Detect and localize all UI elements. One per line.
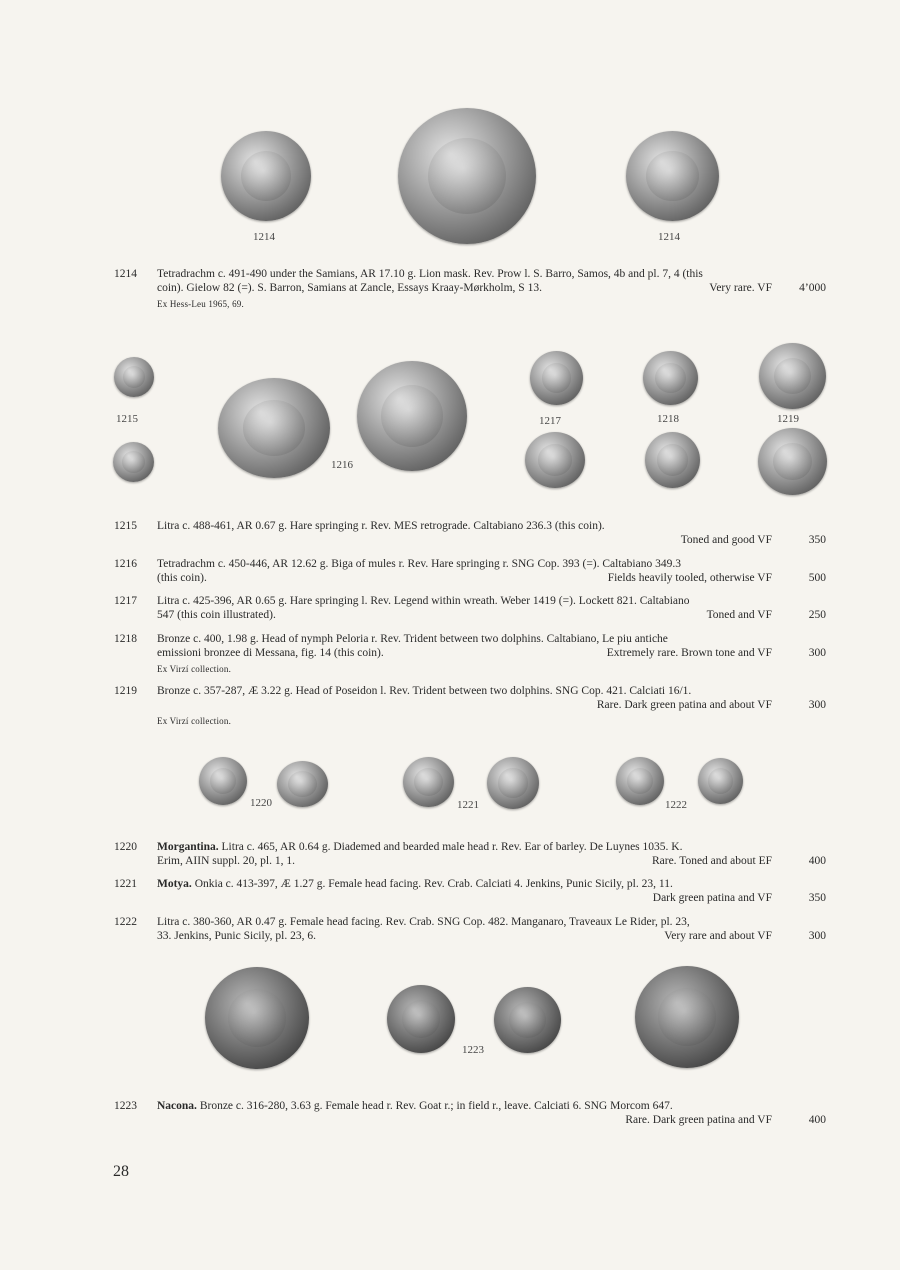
- coin-1217-obverse: [530, 351, 583, 405]
- lot-provenance: Ex Virzí collection.: [157, 716, 232, 726]
- coin-1222-reverse: [698, 758, 743, 804]
- plate-label-1214: 1214: [658, 231, 680, 243]
- lot-description: Bronze c. 316-280, 3.63 g. Female head r. Rev. Goat r.; in field r., leave. Calciati 6. SNG Morcom 647.: [199, 1100, 673, 1112]
- lot-number: 1221: [114, 878, 137, 890]
- lot-entry-1215: [114, 519, 826, 547]
- lot-price: 400: [808, 1114, 826, 1126]
- lot-entry-1223: [114, 1099, 826, 1127]
- coin-1216-obverse: [218, 378, 330, 478]
- lot-price: 400: [808, 855, 826, 867]
- plate-label-1215: 1215: [116, 413, 138, 425]
- plate-label-1221: 1221: [457, 799, 479, 811]
- lot-description: Bronze c. 357-287, Æ 3.22 g. Head of Poseidon l. Rev. Trident between two dolphins. SNG Cop. 421. Calciati 16/1.: [157, 685, 692, 697]
- coin-1221-reverse: [487, 757, 539, 809]
- lot-grade: Rare. Dark green patina and VF: [625, 1114, 772, 1126]
- plate-label-1216: 1216: [331, 459, 353, 471]
- coin-1218-obverse: [643, 351, 698, 405]
- lot-description: Bronze c. 400, 1.98 g. Head of nymph Peloria r. Rev. Trident between two dolphins. Caltabiano, Le piu antiche: [157, 633, 668, 645]
- lot-description-cont: emissioni bronzee di Messana, fig. 14 (this coin).: [157, 647, 384, 659]
- coin-1215-obverse: [114, 357, 154, 397]
- page-number: 28: [113, 1163, 129, 1180]
- plate-label-1217: 1217: [539, 415, 561, 427]
- lot-grade: Rare. Dark green patina and about VF: [596, 699, 772, 711]
- coin-1220-reverse: [277, 761, 328, 807]
- lot-number: 1216: [114, 558, 137, 570]
- lot-description: Litra c. 465, AR 0.64 g. Diademed and bearded male head r. Rev. Ear of barley. De Luynes 1035. K.: [221, 841, 683, 853]
- lot-mint-name: Motya.: [157, 878, 192, 890]
- lot-description: Litra c. 425-396, AR 0.65 g. Hare springing l. Rev. Legend within wreath. Weber 1419 (=). Lockett 821. Caltabiano: [157, 595, 690, 607]
- lot-price: 300: [808, 930, 826, 942]
- lot-number: 1217: [114, 595, 137, 607]
- lot-entry-1216: [114, 557, 826, 585]
- coin-1223-obverse-small: [387, 985, 455, 1053]
- lot-provenance: Ex Virzí collection.: [157, 664, 232, 674]
- lot-entry-1221: [114, 877, 826, 905]
- lot-grade: Dark green patina and VF: [652, 892, 772, 904]
- coin-1216-reverse: [357, 361, 467, 471]
- lot-description-cont: (this coin).: [157, 572, 207, 584]
- lot-price: 300: [808, 647, 826, 659]
- lot-number: 1223: [114, 1100, 137, 1112]
- lot-description-cont: 33. Jenkins, Punic Sicily, pl. 23, 6.: [157, 930, 316, 942]
- coin-1215-reverse: [113, 442, 154, 482]
- lot-number: 1219: [114, 685, 137, 697]
- lot-mint-name: Nacona.: [157, 1100, 197, 1112]
- lot-number: 1220: [114, 841, 137, 853]
- lot-entry-1218: [114, 632, 826, 676]
- lot-grade: Fields heavily tooled, otherwise VF: [607, 572, 772, 584]
- coin-1214-obverse-small: [221, 131, 311, 221]
- lot-description-cont: 547 (this coin illustrated).: [157, 609, 276, 621]
- coin-1217-reverse: [525, 432, 585, 488]
- lot-entry-1222: [114, 915, 826, 943]
- lot-number: 1215: [114, 520, 137, 532]
- lot-price: 500: [808, 572, 826, 584]
- lot-grade: Very rare and about VF: [664, 930, 772, 942]
- lot-price: 350: [808, 892, 826, 904]
- lot-price: 300: [808, 699, 826, 711]
- plate-label-1218: 1218: [657, 413, 679, 425]
- coin-1214-reverse: [626, 131, 719, 221]
- coin-1214-obverse-large: [398, 108, 536, 244]
- lot-grade: Very rare. VF: [709, 282, 772, 294]
- plate-label-1214: 1214: [253, 231, 275, 243]
- lot-mint-name: Morgantina.: [157, 841, 219, 853]
- plate-label-1219: 1219: [777, 413, 799, 425]
- lot-number: 1218: [114, 633, 137, 645]
- lot-grade: Toned and VF: [706, 609, 772, 621]
- coin-1223-obverse-large: [205, 967, 309, 1069]
- lot-price: 350: [808, 534, 826, 546]
- lot-grade: Rare. Toned and about EF: [651, 855, 772, 867]
- lot-provenance: Ex Hess-Leu 1965, 69.: [157, 299, 244, 309]
- coin-1220-obverse: [199, 757, 247, 805]
- lot-entry-1214: [114, 267, 826, 311]
- lot-price: 4’000: [799, 282, 826, 294]
- lot-entry-1217: [114, 594, 826, 622]
- coin-1223-reverse-small: [494, 987, 561, 1053]
- lot-grade: Extremely rare. Brown tone and VF: [606, 647, 772, 659]
- coin-1219-obverse: [759, 343, 826, 409]
- lot-description: Tetradrachm c. 450-446, AR 12.62 g. Biga of mules r. Rev. Hare springing r. SNG Cop. 393 (=). Caltabiano 349.3: [157, 558, 681, 570]
- coin-1218-reverse: [645, 432, 700, 488]
- coin-1221-obverse: [403, 757, 454, 807]
- coin-1219-reverse: [758, 428, 827, 495]
- lot-entry-1220: [114, 840, 826, 868]
- coin-1222-obverse: [616, 757, 664, 805]
- lot-description-cont: Erim, AIIN suppl. 20, pl. 1, 1.: [157, 855, 295, 867]
- plate-label-1220: 1220: [250, 797, 272, 809]
- plate-label-1223: 1223: [462, 1044, 484, 1056]
- coin-1223-reverse-large: [635, 966, 739, 1068]
- lot-grade: Toned and good VF: [680, 534, 772, 546]
- lot-entry-1219: [114, 684, 826, 728]
- lot-number: 1222: [114, 916, 137, 928]
- lot-description: Litra c. 380-360, AR 0.47 g. Female head facing. Rev. Crab. SNG Cop. 482. Manganaro, Traveaux Le Rider, pl. 23,: [157, 916, 690, 928]
- lot-description: Onkia c. 413-397, Æ 1.27 g. Female head facing. Rev. Crab. Calciati 4. Jenkins, Punic Sicily, pl. 23, 11.: [194, 878, 673, 890]
- lot-description: Litra c. 488-461, AR 0.67 g. Hare springing r. Rev. MES retrograde. Caltabiano 236.3 (this coin).: [157, 520, 605, 532]
- lot-price: 250: [808, 609, 826, 621]
- lot-number: 1214: [114, 268, 137, 280]
- lot-description-cont: coin). Gielow 82 (=). S. Barron, Samians at Zancle, Essays Kraay-Mørkholm, S 13.: [157, 282, 542, 294]
- lot-description: Tetradrachm c. 491-490 under the Samians, AR 17.10 g. Lion mask. Rev. Prow l. S. Barro, Samos, 4b and pl. 7, 4 (this: [157, 268, 703, 280]
- plate-label-1222: 1222: [665, 799, 687, 811]
